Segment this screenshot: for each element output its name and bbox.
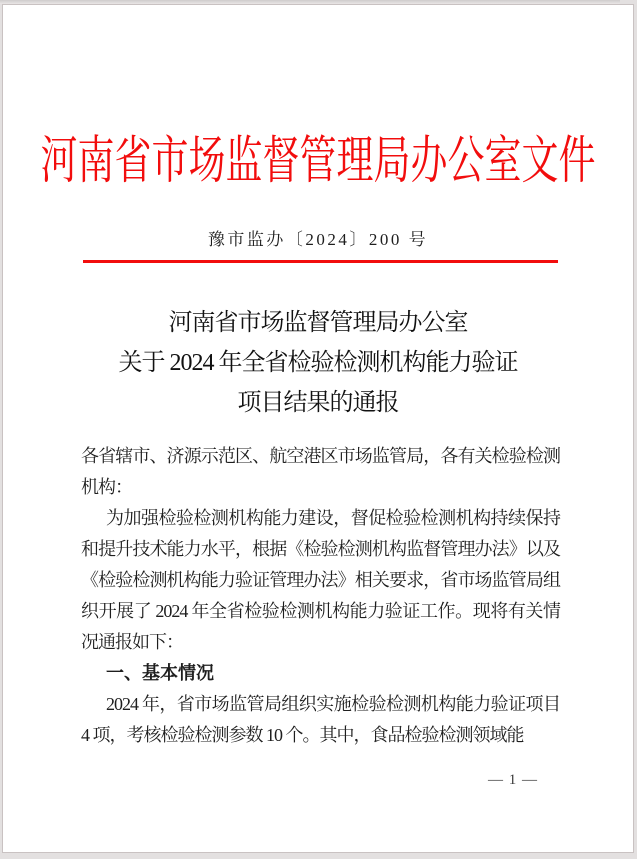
document-header-title: 河南省市场监督管理局办公室文件 xyxy=(40,133,596,191)
document-title-line-2: 关于 2024 年全省检验检测机构能力验证 xyxy=(118,350,518,376)
document-title-line-1: 河南省市场监督管理局办公室 xyxy=(168,310,468,336)
document-title-line-3: 项目结果的通报 xyxy=(237,390,399,416)
document-body xyxy=(81,441,560,751)
red-divider-line xyxy=(83,260,558,263)
document-number: 豫市监办〔2024〕200 号 xyxy=(207,230,429,249)
paragraph-2: 2024 年，省市场监管局组织实施检验检测机构能力验证项目 4 项，考核检验检测参数 10 个。其中，食品检验检测领域能 xyxy=(81,694,560,745)
page-number: — 1 — xyxy=(488,772,538,788)
document-title xyxy=(3,303,633,423)
paragraph-1: 为加强检验检测机构能力建设，督促检验检测机构持续保持和提升技术能力水平，根据《检验检测机构监督管理办法》以及《检验检测机构能力验证管理办法》相关要求，省市场监管局组织开展了 2024 年全省检验检测机构能力验证工作。现将有关情况通报如下： xyxy=(81,508,560,652)
section-heading-1: 一、基本情况 xyxy=(106,663,214,683)
salutation: 各省辖市、济源示范区、航空港区市场监管局，各有关检验检测机构： xyxy=(81,446,560,497)
document-page xyxy=(2,4,634,853)
